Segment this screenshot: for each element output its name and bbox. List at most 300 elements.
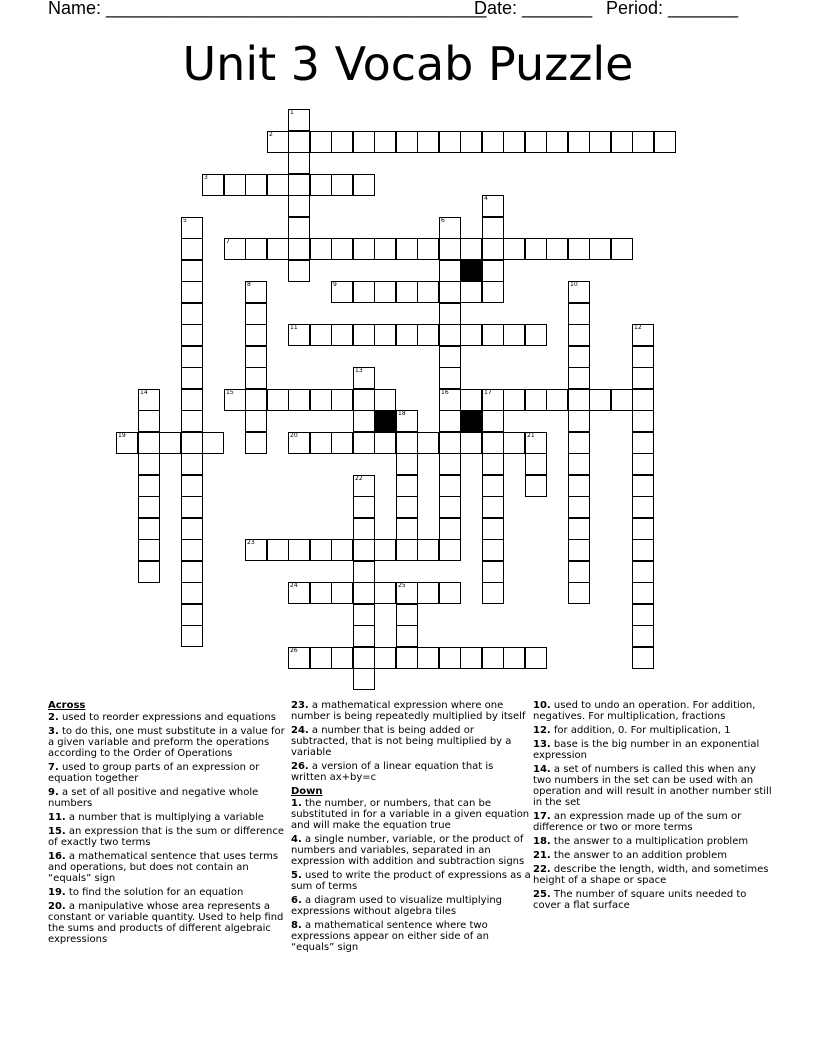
crossword-cell[interactable] [611, 238, 633, 260]
clue-number-label: 25 [398, 582, 406, 589]
crossword-cell[interactable] [568, 518, 590, 540]
crossword-cell[interactable] [288, 174, 310, 196]
clue-item [291, 725, 531, 758]
crossword-cell[interactable] [331, 238, 353, 260]
crossword-cell[interactable] [568, 539, 590, 561]
clue-number-label: 24 [290, 582, 298, 589]
clue-item [48, 851, 288, 884]
crossword-cell[interactable] [439, 518, 461, 540]
crossword-cell[interactable] [632, 561, 654, 583]
crossword-cell[interactable] [439, 453, 461, 475]
crossword-cell[interactable] [245, 303, 267, 325]
crossword-cell[interactable] [331, 582, 353, 604]
crossword-cell[interactable] [396, 432, 418, 454]
clue-item-number: 1. [291, 798, 302, 809]
crossword-cell[interactable] [439, 647, 461, 669]
clue-number-label: 16 [441, 389, 449, 396]
clue-number-label: 17 [484, 389, 492, 396]
crossword-cell[interactable] [503, 647, 525, 669]
crossword-cell[interactable] [159, 432, 181, 454]
clue-item-number: 22. [533, 864, 551, 875]
crossword-cell[interactable] [181, 604, 203, 626]
crossword-cell[interactable] [353, 604, 375, 626]
crossword-cell[interactable] [632, 539, 654, 561]
crossword-cell[interactable] [396, 625, 418, 647]
crossword-cell[interactable] [417, 281, 439, 303]
clue-item [48, 726, 288, 759]
crossword-cell[interactable] [482, 410, 504, 432]
crossword-cell[interactable] [288, 260, 310, 282]
date-field-label: Date: _______ [474, 0, 593, 18]
crossword-cell[interactable] [503, 238, 525, 260]
crossword-cell[interactable] [568, 131, 590, 153]
crossword-cell[interactable] [439, 582, 461, 604]
clue-number-label: 7 [226, 238, 230, 245]
crossword-cell[interactable] [417, 539, 439, 561]
crossword-cell[interactable] [503, 324, 525, 346]
clue-item-text: the answer to an addition problem [550, 850, 727, 861]
clue-item-number: 10. [533, 700, 551, 711]
clue-item-number: 16. [48, 851, 66, 862]
crossword-cell[interactable] [353, 561, 375, 583]
crossword-cell[interactable] [181, 389, 203, 411]
crossword-cell[interactable] [568, 346, 590, 368]
clue-item [291, 798, 531, 831]
crossword-cell[interactable] [460, 647, 482, 669]
crossword-cell[interactable] [396, 324, 418, 346]
crossword-cell[interactable] [353, 238, 375, 260]
clue-item-number: 25. [533, 889, 551, 900]
crossword-cell[interactable] [267, 238, 289, 260]
crossword-cell[interactable] [374, 582, 396, 604]
clue-number-label: 6 [441, 217, 445, 224]
clue-section-heading: Across [48, 700, 86, 711]
crossword-cell[interactable] [331, 432, 353, 454]
crossword-cell[interactable] [353, 131, 375, 153]
crossword-cell[interactable] [503, 389, 525, 411]
crossword-cell[interactable] [525, 647, 547, 669]
clue-item-text: the number, or numbers, that can be substituted in for a variable in a given equation and will make the equation true [291, 798, 530, 831]
clue-item-number: 6. [291, 895, 302, 906]
crossword-cell[interactable] [396, 475, 418, 497]
crossword-cell[interactable] [568, 432, 590, 454]
crossword-cell[interactable] [632, 647, 654, 669]
clue-item-text: a mathematical sentence where two expressions appear on either side of an “equals” sign [291, 920, 489, 953]
clue-item [48, 826, 288, 848]
crossword-cell[interactable] [546, 389, 568, 411]
crossword-cell[interactable] [525, 475, 547, 497]
crossword-cell[interactable] [288, 389, 310, 411]
crossword-cell[interactable] [353, 432, 375, 454]
crossword-cell[interactable] [632, 410, 654, 432]
clue-column-2 [291, 700, 531, 956]
crossword-cell[interactable] [138, 561, 160, 583]
clue-item-number: 20. [48, 901, 66, 912]
crossword-cell[interactable] [310, 539, 332, 561]
crossword-cell[interactable] [396, 604, 418, 626]
crossword-cell[interactable] [589, 131, 611, 153]
crossword-cell[interactable] [632, 389, 654, 411]
crossword-cell[interactable] [632, 131, 654, 153]
crossword-cell[interactable] [568, 561, 590, 583]
crossword-cell[interactable] [138, 453, 160, 475]
crossword-cell[interactable] [181, 303, 203, 325]
crossword-cell[interactable] [353, 281, 375, 303]
crossword-cell[interactable] [482, 281, 504, 303]
crossword-cell[interactable] [374, 238, 396, 260]
puzzle-title: Unit 3 Vocab Puzzle [182, 37, 634, 91]
crossword-cell[interactable] [224, 174, 246, 196]
clue-item-text: to find the solution for an equation [65, 887, 244, 898]
clue-number-label: 9 [333, 281, 337, 288]
crossword-cell[interactable] [331, 174, 353, 196]
crossword-cell[interactable] [181, 432, 203, 454]
clue-item-number: 24. [291, 725, 309, 736]
clue-number-label: 15 [226, 389, 234, 396]
crossword-cell[interactable] [138, 475, 160, 497]
crossword-cell[interactable] [267, 174, 289, 196]
clue-item-text: to do this, one must substitute in a value for a given variable and preform the operations according to the Order of Operations [48, 726, 285, 759]
clue-item [48, 712, 288, 723]
crossword-cell[interactable] [331, 324, 353, 346]
crossword-cell[interactable] [482, 432, 504, 454]
crossword-cell[interactable] [353, 647, 375, 669]
crossword-cell[interactable] [417, 238, 439, 260]
crossword-cell[interactable] [632, 346, 654, 368]
crossword-cell[interactable] [288, 131, 310, 153]
crossword-cell[interactable] [245, 324, 267, 346]
crossword-cell[interactable] [310, 432, 332, 454]
crossword-cell[interactable] [310, 389, 332, 411]
crossword-cell[interactable] [482, 561, 504, 583]
crossword-cell[interactable] [181, 281, 203, 303]
crossword-cell[interactable] [611, 389, 633, 411]
clue-number-label: 26 [290, 647, 298, 654]
crossword-cell[interactable] [568, 303, 590, 325]
crossword-cell[interactable] [396, 647, 418, 669]
crossword-cell[interactable] [503, 432, 525, 454]
clue-item-number: 4. [291, 834, 302, 845]
crossword-cell[interactable] [482, 324, 504, 346]
crossword-cell[interactable] [632, 432, 654, 454]
crossword-cell[interactable] [525, 131, 547, 153]
crossword-cell[interactable] [632, 625, 654, 647]
crossword-cell[interactable] [482, 539, 504, 561]
crossword-cell[interactable] [374, 647, 396, 669]
crossword-cell[interactable] [482, 518, 504, 540]
crossword-cell[interactable] [568, 475, 590, 497]
crossword-cell[interactable] [568, 582, 590, 604]
crossword-cell[interactable] [310, 647, 332, 669]
crossword-cell[interactable] [482, 475, 504, 497]
crossword-cell[interactable] [310, 582, 332, 604]
crossword-cell[interactable] [181, 475, 203, 497]
clue-item [533, 700, 773, 722]
crossword-cell[interactable] [331, 647, 353, 669]
clue-item-number: 2. [48, 712, 59, 723]
crossword-cell[interactable] [181, 582, 203, 604]
clue-item [48, 762, 288, 784]
crossword-cell[interactable] [181, 496, 203, 518]
clue-item [533, 739, 773, 761]
crossword-cell[interactable] [546, 238, 568, 260]
crossword-cell[interactable] [632, 582, 654, 604]
crossword-cell[interactable] [589, 238, 611, 260]
crossword-cell[interactable] [331, 539, 353, 561]
crossword-cell[interactable] [138, 432, 160, 454]
crossword-cell[interactable] [353, 389, 375, 411]
crossword-cell[interactable] [525, 453, 547, 475]
crossword-cell[interactable] [267, 389, 289, 411]
clue-number-label: 13 [355, 367, 363, 374]
crossword-cell[interactable] [353, 668, 375, 690]
crossword-cell[interactable] [439, 324, 461, 346]
crossword-cell[interactable] [611, 131, 633, 153]
crossword-cell[interactable] [245, 238, 267, 260]
crossword-cell[interactable] [288, 217, 310, 239]
crossword-cell[interactable] [525, 238, 547, 260]
clue-number-label: 19 [118, 432, 126, 439]
crossword-cell[interactable] [568, 324, 590, 346]
crossword-cell[interactable] [245, 410, 267, 432]
crossword-cell[interactable] [632, 453, 654, 475]
crossword-cell[interactable] [439, 346, 461, 368]
crossword-cell[interactable] [202, 432, 224, 454]
crossword-cell[interactable] [396, 131, 418, 153]
crossword-cell[interactable] [353, 496, 375, 518]
crossword-cell[interactable] [396, 453, 418, 475]
crossword-cell[interactable] [439, 131, 461, 153]
clue-column-1 [48, 700, 288, 948]
clue-item-text: an expression made up of the sum or difference or two or more terms [533, 811, 742, 833]
crossword-cell[interactable] [374, 389, 396, 411]
crossword-cell[interactable] [568, 453, 590, 475]
crossword-cell[interactable] [460, 281, 482, 303]
clue-item [291, 920, 531, 953]
crossword-cell[interactable] [181, 539, 203, 561]
crossword-cell[interactable] [439, 281, 461, 303]
clue-item-text: used to write the product of expressions as a sum of terms [291, 870, 531, 892]
crossword-cell[interactable] [396, 518, 418, 540]
clue-number-label: 1 [290, 109, 294, 116]
clue-item [291, 700, 531, 722]
crossword-cell[interactable] [181, 346, 203, 368]
crossword-cell[interactable] [310, 174, 332, 196]
clue-column-3 [533, 700, 773, 914]
crossword-cell[interactable] [374, 324, 396, 346]
crossword-cell[interactable] [632, 496, 654, 518]
crossword-cell[interactable] [331, 389, 353, 411]
crossword-cell[interactable] [181, 367, 203, 389]
crossword-cell[interactable] [460, 389, 482, 411]
clue-number-label: 12 [634, 324, 642, 331]
clue-item [533, 889, 773, 911]
clue-item [291, 895, 531, 917]
crossword-cell[interactable] [374, 131, 396, 153]
crossword-cell[interactable] [353, 410, 375, 432]
crossword-cell[interactable] [482, 496, 504, 518]
clue-item-text: for addition, 0. For multiplication, 1 [550, 725, 731, 736]
crossword-cell[interactable] [632, 604, 654, 626]
crossword-cell[interactable] [374, 432, 396, 454]
crossword-cell[interactable] [503, 131, 525, 153]
clue-item-text: the answer to a multiplication problem [550, 836, 749, 847]
crossword-cell[interactable] [138, 496, 160, 518]
crossword-cell[interactable] [396, 238, 418, 260]
clue-number-label: 3 [204, 174, 208, 181]
crossword-cell[interactable] [181, 260, 203, 282]
crossword-cell[interactable] [374, 539, 396, 561]
blocked-cell [460, 410, 482, 432]
clue-item-number: 13. [533, 739, 551, 750]
crossword-cell[interactable] [439, 432, 461, 454]
crossword-cell[interactable] [181, 238, 203, 260]
clue-item-number: 8. [291, 920, 302, 931]
name-field-label: Name: ______________________________________ [48, 0, 487, 18]
clue-item-text: a mathematical sentence that uses terms and operations, but does not contain an “equals” sign [48, 851, 279, 884]
crossword-cell[interactable] [482, 217, 504, 239]
crossword-cell[interactable] [245, 432, 267, 454]
crossword-cell[interactable] [138, 518, 160, 540]
clue-item-text: describe the length, width, and sometimes height of a shape or space [533, 864, 769, 886]
clue-item [533, 725, 773, 736]
clue-item [533, 811, 773, 833]
crossword-cell[interactable] [353, 582, 375, 604]
crossword-cell[interactable] [482, 238, 504, 260]
crossword-cell[interactable] [632, 367, 654, 389]
clue-item-text: a mathematical expression where one number is being repeatedly multiplied by itself [291, 700, 526, 722]
crossword-cell[interactable] [417, 131, 439, 153]
crossword-cell[interactable] [568, 238, 590, 260]
crossword-cell[interactable] [396, 539, 418, 561]
clue-item [291, 834, 531, 867]
clue-item-text: a number that is multiplying a variable [65, 812, 264, 823]
clue-item [48, 787, 288, 809]
crossword-cell[interactable] [525, 324, 547, 346]
crossword-cell[interactable] [181, 324, 203, 346]
period-field-label: Period: _______ [606, 0, 739, 18]
clue-number-label: 18 [398, 410, 406, 417]
crossword-cell[interactable] [439, 539, 461, 561]
crossword-cell[interactable] [353, 518, 375, 540]
crossword-cell[interactable] [331, 131, 353, 153]
crossword-cell[interactable] [439, 475, 461, 497]
crossword-cell[interactable] [417, 647, 439, 669]
crossword-cell[interactable] [439, 367, 461, 389]
clue-number-label: 22 [355, 475, 363, 482]
crossword-cell[interactable] [288, 238, 310, 260]
crossword-cell[interactable] [288, 152, 310, 174]
crossword-cell[interactable] [396, 281, 418, 303]
crossword-cell[interactable] [568, 496, 590, 518]
clue-item-number: 17. [533, 811, 551, 822]
crossword-cell[interactable] [396, 496, 418, 518]
crossword-cell[interactable] [439, 303, 461, 325]
clue-item-text: a version of a linear equation that is written ax+by=c [291, 761, 494, 783]
crossword-cell[interactable] [482, 260, 504, 282]
clue-number-label: 8 [247, 281, 251, 288]
crossword-cell[interactable] [654, 131, 676, 153]
crossword-cell[interactable] [525, 389, 547, 411]
clue-number-label: 20 [290, 432, 298, 439]
crossword-cell[interactable] [181, 625, 203, 647]
crossword-cell[interactable] [310, 131, 332, 153]
clue-item-number: 15. [48, 826, 66, 837]
clue-item-text: a diagram used to visualize multiplying expressions without algebra tiles [291, 895, 503, 917]
crossword-cell[interactable] [632, 518, 654, 540]
crossword-cell[interactable] [310, 238, 332, 260]
clue-item-text: a manipulative whose area represents a constant or variable quantity. Used to help find the sums and products of different algebraic expressions [48, 901, 284, 945]
crossword-cell[interactable] [568, 389, 590, 411]
clue-item-number: 9. [48, 787, 59, 798]
crossword-cell[interactable] [632, 475, 654, 497]
crossword-cell[interactable] [460, 324, 482, 346]
crossword-cell[interactable] [288, 195, 310, 217]
crossword-cell[interactable] [181, 518, 203, 540]
crossword-cell[interactable] [439, 496, 461, 518]
crossword-cell[interactable] [138, 410, 160, 432]
crossword-cell[interactable] [482, 582, 504, 604]
crossword-cell[interactable] [546, 131, 568, 153]
crossword-cell[interactable] [460, 131, 482, 153]
clue-item-number: 18. [533, 836, 551, 847]
clue-section-heading: Down [291, 786, 323, 797]
crossword-cell[interactable] [138, 539, 160, 561]
crossword-cell[interactable] [460, 238, 482, 260]
crossword-cell[interactable] [417, 582, 439, 604]
clue-item-text: used to reorder expressions and equations [58, 712, 276, 723]
crossword-cell[interactable] [245, 346, 267, 368]
clue-number-label: 10 [570, 281, 578, 288]
clue-number-label: 23 [247, 539, 255, 546]
clue-item-number: 19. [48, 887, 66, 898]
crossword-cell[interactable] [589, 389, 611, 411]
crossword-cell[interactable] [245, 174, 267, 196]
crossword-cell[interactable] [310, 324, 332, 346]
clue-item-number: 12. [533, 725, 551, 736]
clue-number-label: 14 [140, 389, 148, 396]
crossword-cell[interactable] [288, 539, 310, 561]
clue-item [533, 764, 773, 808]
crossword-cell[interactable] [439, 260, 461, 282]
crossword-cell[interactable] [439, 410, 461, 432]
crossword-cell[interactable] [460, 432, 482, 454]
crossword-cell[interactable] [417, 432, 439, 454]
crossword-cell[interactable] [374, 281, 396, 303]
crossword-cell[interactable] [353, 539, 375, 561]
clue-item-number: 14. [533, 764, 551, 775]
crossword-cell[interactable] [353, 174, 375, 196]
crossword-cell[interactable] [353, 324, 375, 346]
crossword-cell[interactable] [245, 389, 267, 411]
crossword-cell[interactable] [417, 324, 439, 346]
crossword-cell[interactable] [181, 410, 203, 432]
crossword-cell[interactable] [245, 367, 267, 389]
crossword-cell[interactable] [267, 539, 289, 561]
clue-item-text: The number of square units needed to cover a flat surface [533, 889, 747, 911]
crossword-cell[interactable] [181, 453, 203, 475]
crossword-cell[interactable] [568, 367, 590, 389]
crossword-cell[interactable] [482, 131, 504, 153]
crossword-cell[interactable] [568, 410, 590, 432]
clue-item [533, 850, 773, 861]
clue-item-text: used to group parts of an expression or equation together [48, 762, 260, 784]
crossword-cell[interactable] [482, 453, 504, 475]
crossword-cell[interactable] [353, 625, 375, 647]
crossword-cell[interactable] [439, 238, 461, 260]
crossword-cell[interactable] [482, 647, 504, 669]
crossword-cell[interactable] [181, 561, 203, 583]
